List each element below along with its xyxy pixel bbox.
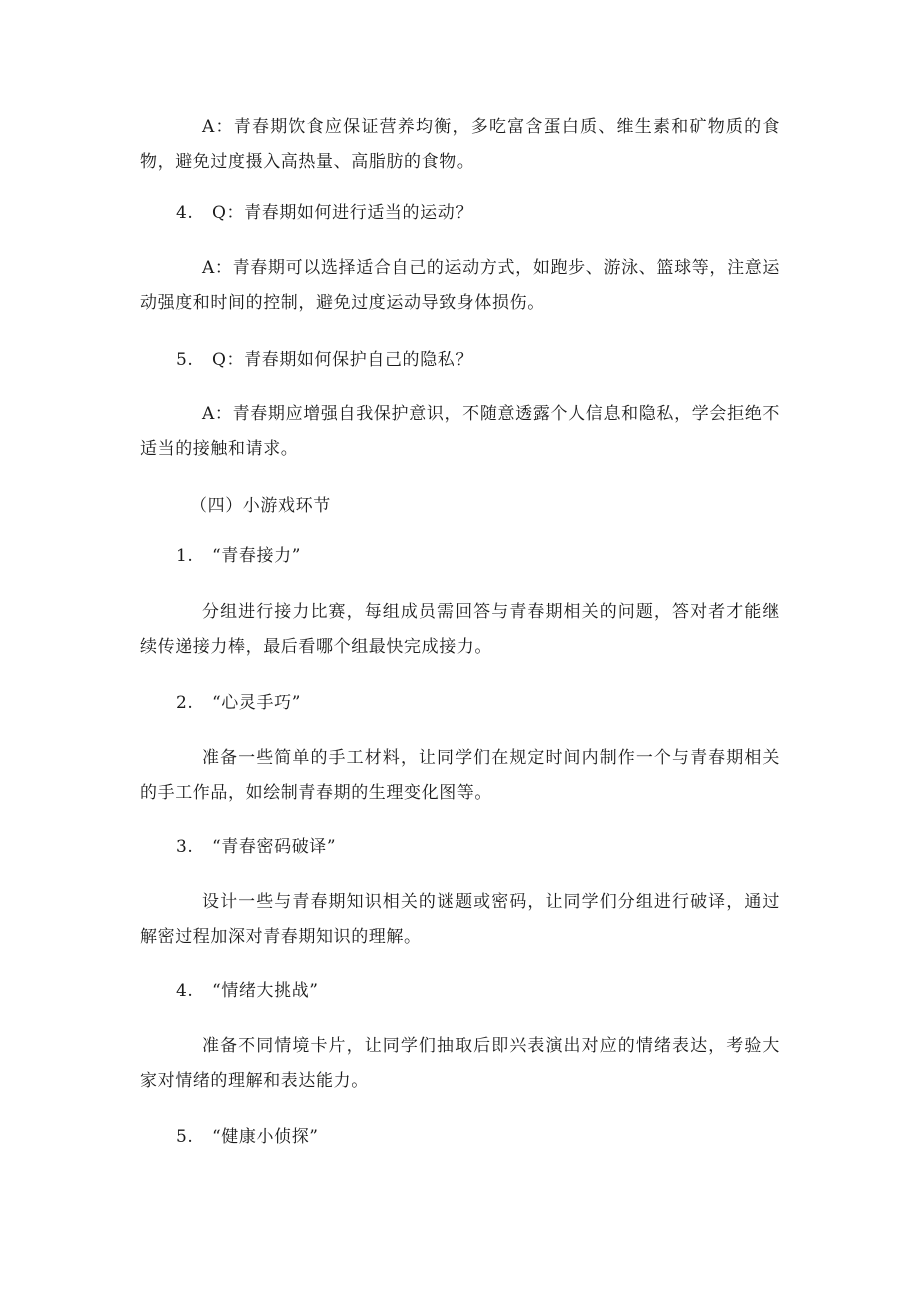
game-3-description: 设计一些与青春期知识相关的谜题或密码，让同学们分组进行破译，通过解密过程加深对青春期知识的理解。 [140, 892, 780, 947]
question-4-number: 4. [176, 203, 194, 223]
section-heading: （四）小游戏环节 [190, 496, 331, 516]
question-5-text: Q：青春期如何保护自己的隐私？ [212, 350, 473, 370]
game-4-title [176, 980, 319, 1002]
game-1-name: “青春接力” [212, 546, 301, 566]
game-2-name: “心灵手巧” [212, 693, 301, 713]
answer-5: A：青春期应增强自我保护意识，不随意透露个人信息和隐私，学会拒绝不适当的接触和请求。 [140, 404, 780, 459]
game-2-number: 2. [176, 693, 194, 713]
game-5-title [176, 1126, 319, 1148]
question-5-item [176, 349, 473, 371]
game-3-number: 3. [176, 837, 194, 857]
game-1-description: 分组进行接力比赛，每组成员需回答与青春期相关的问题，答对者才能继续传递接力棒，最后看哪个组最快完成接力。 [140, 602, 780, 657]
question-4-item [176, 202, 473, 224]
question-4-text: Q：青春期如何进行适当的运动？ [212, 203, 473, 223]
game-4-number: 4. [176, 981, 194, 1001]
game-3-title [176, 836, 336, 858]
game-4-description: 准备不同情境卡片，让同学们抽取后即兴表演出对应的情绪表达，考验大家对情绪的理解和表达能力。 [140, 1036, 780, 1091]
game-1-title [176, 545, 301, 567]
game-4-name: “情绪大挑战” [212, 981, 319, 1001]
game-3-name: “青春密码破译” [212, 837, 337, 857]
game-2-title [176, 692, 301, 714]
answer-3: A：青春期饮食应保证营养均衡，多吃富含蛋白质、维生素和矿物质的食物，避免过度摄入高热量、高脂肪的食物。 [140, 117, 780, 172]
game-2-description: 准备一些简单的手工材料，让同学们在规定时间内制作一个与青春期相关的手工作品，如绘制青春期的生理变化图等。 [140, 748, 780, 803]
answer-4: A：青春期可以选择适合自己的运动方式，如跑步、游泳、篮球等，注意运动强度和时间的控制，避免过度运动导致身体损伤。 [140, 258, 780, 313]
question-5-number: 5. [176, 350, 194, 370]
game-5-number: 5. [176, 1127, 194, 1147]
game-5-name: “健康小侦探” [212, 1127, 319, 1147]
game-1-number: 1. [176, 546, 194, 566]
